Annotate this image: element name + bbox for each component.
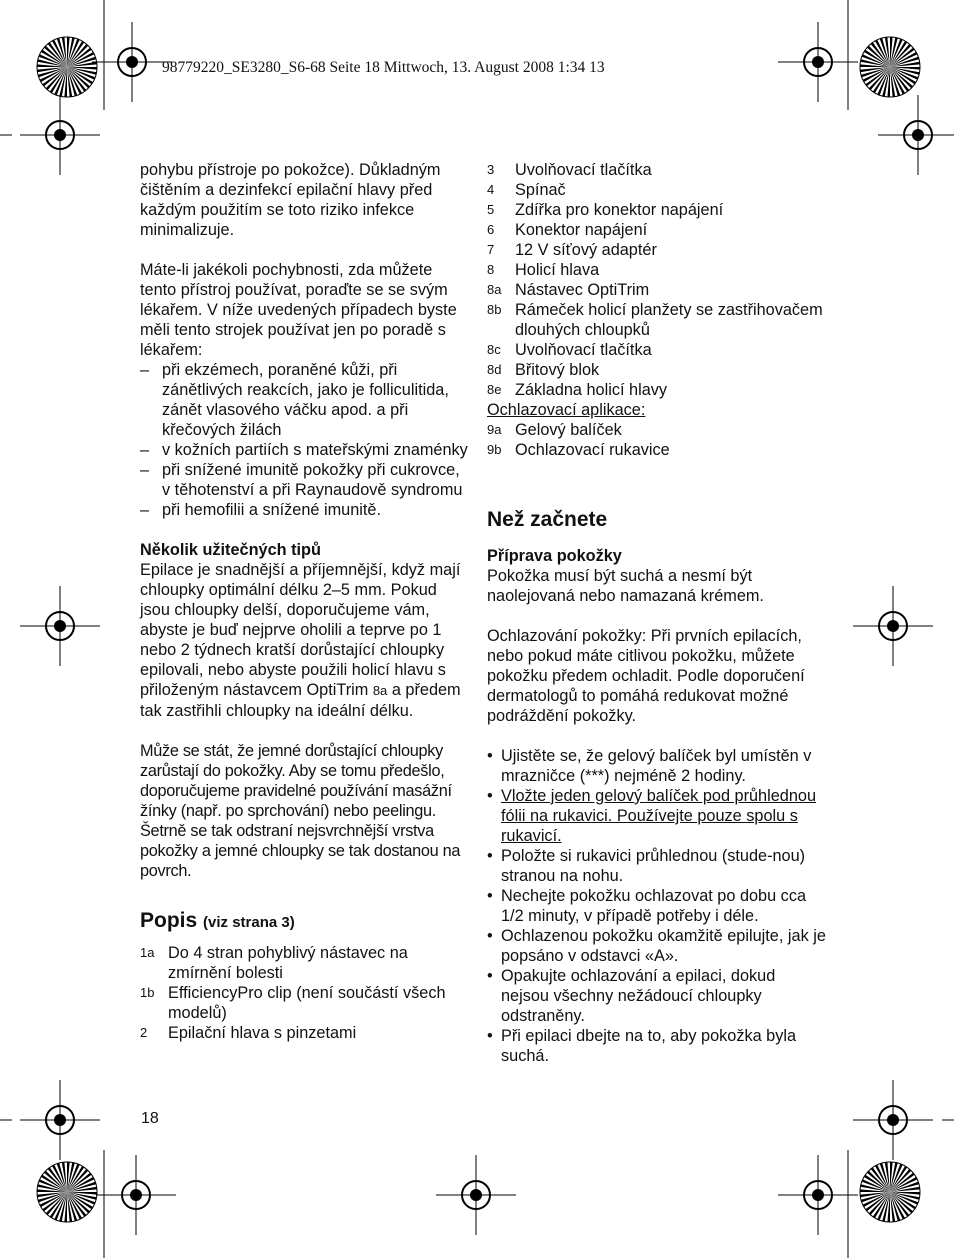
list-item: • Nechejte pokožku ochlazovat po dobu cca 1/2 minuty, v případě potřeby i déle.: [487, 887, 807, 925]
registration-target-top-left-side: [20, 95, 100, 175]
print-header: 98779220_SE3280_S6-68 Seite 18 Mittwoch, 13. August 2008 1:34 13: [162, 59, 605, 76]
prep-heading: Příprava pokožky: [487, 547, 622, 565]
registration-target-bottom-left-side: [20, 1080, 100, 1160]
parts-list-right: [487, 160, 827, 400]
registration-target-bottom-left: [96, 1155, 176, 1235]
list-item: • Ujistěte se, že gelový balíček byl umístěn v mrazničce (***) nejméně 2 hodiny.: [487, 747, 812, 785]
starburst-bottom-left: [35, 1160, 99, 1224]
section-title-nez-zacnete: Než začnete: [487, 508, 608, 531]
list-item: 9b Ochlazovací rukavice: [487, 441, 670, 459]
list-item: • Vložte jeden gelový balíček pod průhlednou fólii na rukavici. Používejte pouze spolu s rukavicí.: [487, 787, 816, 845]
registration-target-bottom-right-side: [853, 1080, 933, 1160]
list-item: • Položte si rukavici průhlednou (stude-nou) stranou na nohu.: [487, 847, 806, 885]
list-item: 8e Základna holicí hlavy: [487, 381, 668, 399]
list-item: 8b Rámeček holicí planžety se zastřihovačem dlouhých chloupků: [487, 301, 823, 339]
paragraph-ingrown: Může se stát, že jemné dorůstající chloupky zarůstají do pokožky. Aby se tomu předešlo, doporučujeme pravidelné používání masážní žínky (např. po sprchování) nebo peelingu. Šetrně se tak odstraní nejsvrchnější vrstva pokožky a jemné chloupky se tak dostanou na povrch.: [140, 742, 461, 880]
list-item: 1a Do 4 stran pohyblivý nástavec na zmírnění bolesti: [140, 944, 408, 982]
registration-target-top-right: [778, 22, 858, 102]
steps-list: [487, 746, 827, 1066]
paragraph-cooling: Ochlazování pokožky: Při prvních epilacích, nebo pokud máte citlivou pokožku, můžete pokožku předem ochladit. Podle doporučení dermatologů to pomáhá redukovat možné podráždění pokožky.: [487, 627, 805, 725]
starburst-top-right: [858, 35, 922, 99]
list-item: – při ekzémech, poraněné kůži, při zánětlivých reakcích, jako je folliculitida, zánět vlasového váčku apod. a při křečových žilách: [140, 361, 449, 439]
list-item: 9a Gelový balíček: [487, 421, 622, 439]
section-title-popis: Popis (viz strana 3): [140, 909, 295, 932]
starburst-top-left: [35, 35, 99, 99]
list-item: 8 Holicí hlava: [487, 261, 600, 279]
list-item: 8c Uvolňovací tlačítka: [487, 341, 652, 359]
registration-target-top-right-side: [878, 95, 954, 175]
page-number: 18: [141, 1110, 159, 1127]
list-item: 7 12 V síťový adaptér: [487, 241, 657, 259]
list-item: • Při epilaci dbejte na to, aby pokožka byla suchá.: [487, 1027, 797, 1065]
paragraph-tips: Epilace je snadnější a příjemnější, když mají chloupky optimální délku 2–5 mm. Pokud jsou chloupky delší, doporučujeme vám, abyste je buď nejprve oholili a teprve po 1 nebo 2 týdnech kratší dorůstající chloupky epilovali, nebo abyste použili holicí hlavu s přiloženým nástavcem OptiTrim 8a a předem tak zastřihli chloupky na ideální délku.: [140, 561, 461, 720]
list-item: – při snížené imunitě pokožky při cukrovce, v těhotenství a při Raynaudově syndromu: [140, 461, 463, 499]
list-item: 4 Spínač: [487, 181, 566, 199]
list-item: • Opakujte ochlazování a epilaci, dokud nejsou všechny nežádoucí chloupky odstraněny.: [487, 967, 776, 1025]
registration-target-mid-left: [20, 586, 100, 666]
registration-target-top-left: [92, 22, 172, 102]
left-column: [140, 160, 470, 1043]
list-item: 1b EfficiencyPro clip (není součástí všech modelů): [140, 984, 446, 1022]
list-item: 6 Konektor napájení: [487, 221, 648, 239]
registration-target-mid-right: [853, 586, 933, 666]
paragraph-hygiene: pohybu přístroje po pokožce). Důkladným čištěním a dezinfekcí epilační hlavy před každým použitím se toto riziko infekce minimalizuje.: [140, 161, 441, 239]
cooling-list: [487, 420, 827, 460]
cooling-label: Ochlazovací aplikace:: [487, 401, 646, 419]
registration-target-bottom-center: [436, 1155, 516, 1235]
right-column: [487, 160, 827, 1066]
registration-target-bottom-right: [778, 1155, 858, 1235]
starburst-bottom-right: [858, 1160, 922, 1224]
parts-list-left: [140, 943, 470, 1043]
list-item: – při hemofilii a snížené imunitě.: [140, 501, 381, 519]
list-item: 5 Zdířka pro konektor napájení: [487, 201, 724, 219]
list-item: 8d Břitový blok: [487, 361, 600, 379]
list-item: • Ochlazenou pokožku okamžitě epilujte, jak je popsáno v odstavci «A».: [487, 927, 826, 965]
list-item: 2 Epilační hlava s pinzetami: [140, 1024, 357, 1042]
list-item: 8a Nástavec OptiTrim: [487, 281, 650, 299]
list-item: – v kožních partiích s mateřskými znaménky: [140, 441, 468, 459]
paragraph-doubts: Máte-li jakékoli pochybnosti, zda můžete tento přístroj používat, poraďte se se svým lékařem. V níže uvedených případech byste měli tento strojek používat jen po poradě s lékařem:: [140, 261, 457, 359]
paragraph-prep: Pokožka musí být suchá a nesmí být naolejovaná nebo namazaná krémem.: [487, 567, 764, 605]
tips-heading: Několik užitečných tipů: [140, 541, 321, 559]
list-item: 3 Uvolňovací tlačítka: [487, 161, 652, 179]
condition-list: [140, 360, 470, 520]
